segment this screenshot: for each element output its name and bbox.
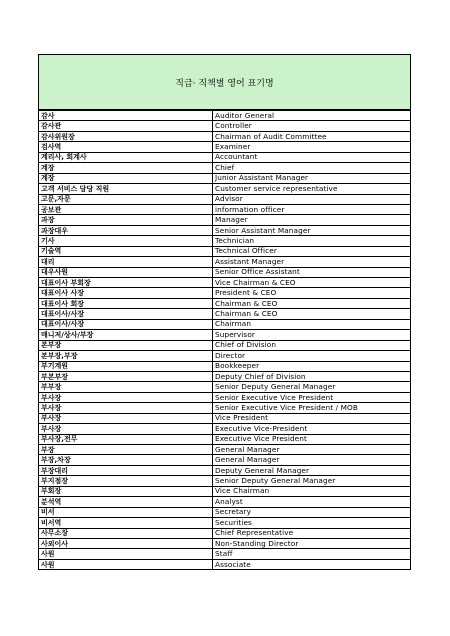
table-row bbox=[39, 131, 411, 141]
english-title-cell: Technician bbox=[213, 236, 411, 246]
english-title-cell: Analyst bbox=[213, 497, 411, 507]
english-title-cell: Senior Assistant Manager bbox=[213, 225, 411, 235]
english-title-cell: Senior Executive Vice President / MOB bbox=[213, 403, 411, 413]
table-row bbox=[39, 340, 411, 350]
korean-title-cell: 부부장 bbox=[39, 382, 213, 392]
korean-title-cell: 대리 bbox=[39, 257, 213, 267]
sheet-title: 직급· 직책별 영어 표기명 bbox=[38, 54, 411, 110]
korean-title-cell: 대표이사 사장 bbox=[39, 288, 213, 298]
table-row bbox=[39, 184, 411, 194]
english-title-cell: Vice Chairman & CEO bbox=[213, 278, 411, 288]
korean-title-cell: 감사관 bbox=[39, 121, 213, 131]
korean-title-cell: 대우사원 bbox=[39, 267, 213, 277]
korean-title-cell: 부장,차장 bbox=[39, 455, 213, 465]
korean-title-cell: 대표이사 부회장 bbox=[39, 278, 213, 288]
korean-title-cell: 부사장 bbox=[39, 424, 213, 434]
english-title-cell: General Manager bbox=[213, 455, 411, 465]
english-title-cell: Vice Chairman bbox=[213, 486, 411, 496]
korean-title-cell: 대표이사/사장 bbox=[39, 319, 213, 329]
table-row bbox=[39, 309, 411, 319]
korean-title-cell: 부기계원 bbox=[39, 361, 213, 371]
korean-title-cell: 대표이사 회장 bbox=[39, 298, 213, 308]
korean-title-cell: 부사장,전무 bbox=[39, 434, 213, 444]
english-title-cell: Director bbox=[213, 351, 411, 361]
korean-title-cell: 감사위원장 bbox=[39, 131, 213, 141]
english-title-cell: Junior Assistant Manager bbox=[213, 173, 411, 183]
english-title-cell: Chief bbox=[213, 163, 411, 173]
english-title-cell: Chairman of Audit Committee bbox=[213, 131, 411, 141]
table-row bbox=[39, 445, 411, 455]
table-row bbox=[39, 298, 411, 308]
table-row bbox=[39, 559, 411, 569]
korean-title-cell: 부사장 bbox=[39, 413, 213, 423]
table-row bbox=[39, 528, 411, 538]
korean-title-cell: 계리사, 회계사 bbox=[39, 152, 213, 162]
table-row bbox=[39, 497, 411, 507]
english-title-cell: Deputy General Manager bbox=[213, 465, 411, 475]
table-row bbox=[39, 455, 411, 465]
korean-title-cell: 부본부장 bbox=[39, 371, 213, 381]
korean-title-cell: 고객 서비스 담당 직원 bbox=[39, 184, 213, 194]
table-row bbox=[39, 111, 411, 121]
table-row bbox=[39, 518, 411, 528]
table-row bbox=[39, 267, 411, 277]
english-title-cell: Executive Vice-President bbox=[213, 424, 411, 434]
table-row bbox=[39, 121, 411, 131]
table-row bbox=[39, 330, 411, 340]
english-title-cell: Accountant bbox=[213, 152, 411, 162]
titles-table bbox=[38, 110, 411, 570]
english-title-cell: Chairman bbox=[213, 319, 411, 329]
table-row bbox=[39, 392, 411, 402]
table-row bbox=[39, 486, 411, 496]
english-title-cell: Executive Vice President bbox=[213, 434, 411, 444]
english-title-cell: Senior Deputy General Manager bbox=[213, 476, 411, 486]
table-row bbox=[39, 236, 411, 246]
table-row bbox=[39, 538, 411, 548]
table-row bbox=[39, 173, 411, 183]
table-row bbox=[39, 278, 411, 288]
english-title-cell: Deputy Chief of Division bbox=[213, 371, 411, 381]
table-row bbox=[39, 424, 411, 434]
table-row bbox=[39, 319, 411, 329]
table-row bbox=[39, 288, 411, 298]
table-row bbox=[39, 225, 411, 235]
table-row bbox=[39, 361, 411, 371]
english-title-cell: Auditor General bbox=[213, 111, 411, 121]
korean-title-cell: 공보관 bbox=[39, 204, 213, 214]
korean-title-cell: 부사장 bbox=[39, 403, 213, 413]
korean-title-cell: 감사 bbox=[39, 111, 213, 121]
korean-title-cell: 사외이사 bbox=[39, 538, 213, 548]
table-row bbox=[39, 465, 411, 475]
table-row bbox=[39, 549, 411, 559]
english-title-cell: Customer service representative bbox=[213, 184, 411, 194]
english-title-cell: Bookkeeper bbox=[213, 361, 411, 371]
english-title-cell: Non-Standing Director bbox=[213, 538, 411, 548]
english-title-cell: Senior Office Assistant bbox=[213, 267, 411, 277]
english-title-cell: Technical Officer bbox=[213, 246, 411, 256]
english-title-cell: Advisor bbox=[213, 194, 411, 204]
table-row bbox=[39, 204, 411, 214]
korean-title-cell: 기술역 bbox=[39, 246, 213, 256]
english-title-cell: Secretary bbox=[213, 507, 411, 517]
table-row bbox=[39, 152, 411, 162]
korean-title-cell: 과장 bbox=[39, 215, 213, 225]
korean-title-cell: 본부장,부장 bbox=[39, 351, 213, 361]
korean-title-cell: 사무소장 bbox=[39, 528, 213, 538]
korean-title-cell: 비서 bbox=[39, 507, 213, 517]
english-title-cell: President & CEO bbox=[213, 288, 411, 298]
table-row bbox=[39, 434, 411, 444]
english-title-cell: Securities bbox=[213, 518, 411, 528]
table-row bbox=[39, 257, 411, 267]
korean-title-cell: 계장 bbox=[39, 173, 213, 183]
english-title-cell: General Manager bbox=[213, 445, 411, 455]
english-title-cell: Examiner bbox=[213, 142, 411, 152]
korean-title-cell: 대표이사/사장 bbox=[39, 309, 213, 319]
table-row bbox=[39, 246, 411, 256]
table-row bbox=[39, 194, 411, 204]
korean-title-cell: 부사장 bbox=[39, 392, 213, 402]
english-title-cell: Manager bbox=[213, 215, 411, 225]
table-row bbox=[39, 215, 411, 225]
table-row bbox=[39, 382, 411, 392]
english-title-cell: Vice President bbox=[213, 413, 411, 423]
table-row bbox=[39, 403, 411, 413]
korean-title-cell: 계장 bbox=[39, 163, 213, 173]
korean-title-cell: 사원 bbox=[39, 549, 213, 559]
english-title-cell: Assistant Manager bbox=[213, 257, 411, 267]
korean-title-cell: 매니저/상사/부장 bbox=[39, 330, 213, 340]
titles-sheet bbox=[38, 54, 411, 570]
english-title-cell: Staff bbox=[213, 549, 411, 559]
english-title-cell: Supervisor bbox=[213, 330, 411, 340]
english-title-cell: Chairman & CEO bbox=[213, 298, 411, 308]
table-row bbox=[39, 476, 411, 486]
english-title-cell: Chief Representative bbox=[213, 528, 411, 538]
korean-title-cell: 본부장 bbox=[39, 340, 213, 350]
korean-title-cell: 사원 bbox=[39, 559, 213, 569]
korean-title-cell: 비서역 bbox=[39, 518, 213, 528]
korean-title-cell: 부회장 bbox=[39, 486, 213, 496]
korean-title-cell: 과장대우 bbox=[39, 225, 213, 235]
table-row bbox=[39, 163, 411, 173]
korean-title-cell: 부장 bbox=[39, 445, 213, 455]
english-title-cell: Chief of Division bbox=[213, 340, 411, 350]
korean-title-cell: 부지점장 bbox=[39, 476, 213, 486]
table-row bbox=[39, 351, 411, 361]
korean-title-cell: 고문,자문 bbox=[39, 194, 213, 204]
table-row bbox=[39, 413, 411, 423]
english-title-cell: Controller bbox=[213, 121, 411, 131]
english-title-cell: Associate bbox=[213, 559, 411, 569]
table-row bbox=[39, 507, 411, 517]
korean-title-cell: 부장대리 bbox=[39, 465, 213, 475]
english-title-cell: Senior Deputy General Manager bbox=[213, 382, 411, 392]
english-title-cell: information officer bbox=[213, 204, 411, 214]
korean-title-cell: 검사역 bbox=[39, 142, 213, 152]
table-row bbox=[39, 142, 411, 152]
korean-title-cell: 기사 bbox=[39, 236, 213, 246]
korean-title-cell: 분석역 bbox=[39, 497, 213, 507]
table-row bbox=[39, 371, 411, 381]
english-title-cell: Chairman & CEO bbox=[213, 309, 411, 319]
english-title-cell: Senior Executive Vice President bbox=[213, 392, 411, 402]
